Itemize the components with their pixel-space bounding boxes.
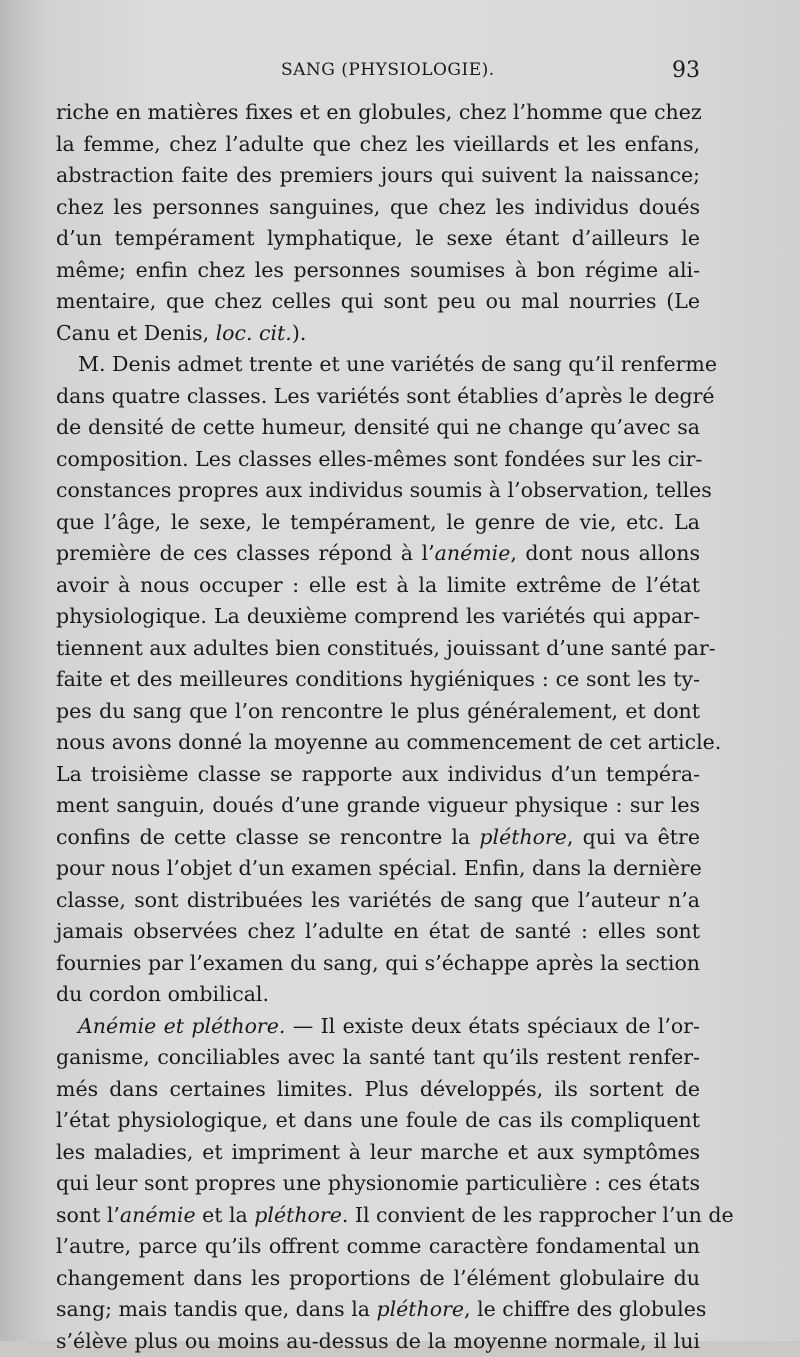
text-line: faite et des meilleures conditions hygiéniques : ce sont les ty-	[56, 664, 700, 696]
running-head: SANG (PHYSIOLOGIE).	[281, 60, 495, 80]
text-line: même; enfin chez les personnes soumises à bon régime ali-	[56, 255, 700, 287]
text-line: du cordon ombilical.	[56, 979, 700, 1011]
text-line: Canu et Denis, loc. cit.).	[56, 318, 700, 350]
text-line: l’autre, parce qu’ils offrent comme caractère fondamental un	[56, 1231, 700, 1263]
text-line: confins de cette classe se rencontre la pléthore, qui va être	[56, 822, 700, 854]
text-line: composition. Les classes elles-mêmes sont fondées sur les cir-	[56, 444, 700, 476]
text-line: M. Denis admet trente et une variétés de sang qu’il renferme	[56, 349, 700, 381]
text-line: La troisième classe se rapporte aux individus d’un tempéra-	[56, 759, 700, 791]
text-line: jamais observées chez l’adulte en état de santé : elles sont	[56, 916, 700, 948]
text-line: de densité de cette humeur, densité qui ne change qu’avec sa	[56, 412, 700, 444]
page-number: 93	[672, 58, 700, 83]
text-line: dans quatre classes. Les variétés sont établies d’après le degré	[56, 381, 700, 413]
text-line: nous avons donné la moyenne au commencement de cet article.	[56, 727, 700, 759]
text-line: fournies par l’examen du sang, qui s’échappe après la section	[56, 948, 700, 980]
body-text	[56, 97, 700, 1357]
text-line: riche en matières fixes et en globules, chez l’homme que chez	[56, 97, 700, 129]
text-line: l’état physiologique, et dans une foule de cas ils compliquent	[56, 1105, 700, 1137]
text-line: constances propres aux individus soumis à l’observation, telles	[56, 475, 700, 507]
text-line: ganisme, conciliables avec la santé tant qu’ils restent renfer-	[56, 1042, 700, 1074]
text-line: sont l’anémie et la pléthore. Il convient de les rapprocher l’un de	[56, 1200, 700, 1232]
text-line: pour nous l’objet d’un examen spécial. Enfin, dans la dernière	[56, 853, 700, 885]
text-line: première de ces classes répond à l’anémie, dont nous allons	[56, 538, 700, 570]
text-line: mentaire, que chez celles qui sont peu ou mal nourries (Le	[56, 286, 700, 318]
text-line: les maladies, et impriment à leur marche et aux symptômes	[56, 1137, 700, 1169]
page-header	[56, 60, 700, 90]
text-line: tiennent aux adultes bien constitués, jouissant d’une santé par-	[56, 633, 700, 665]
text-line: la femme, chez l’adulte que chez les vieillards et les enfans,	[56, 129, 700, 161]
text-line: d’un tempérament lymphatique, le sexe étant d’ailleurs le	[56, 223, 700, 255]
text-line: s’élève plus ou moins au-dessus de la moyenne normale, il lui	[56, 1326, 700, 1357]
text-line: qui leur sont propres une physionomie particulière : ces états	[56, 1168, 700, 1200]
text-line: chez les personnes sanguines, que chez les individus doués	[56, 192, 700, 224]
text-line: sang; mais tandis que, dans la pléthore, le chiffre des globules	[56, 1294, 700, 1326]
text-line: que l’âge, le sexe, le tempérament, le genre de vie, etc. La	[56, 507, 700, 539]
text-line: abstraction faite des premiers jours qui suivent la naissance;	[56, 160, 700, 192]
text-line: Anémie et pléthore. — Il existe deux états spéciaux de l’or-	[56, 1011, 700, 1043]
text-line: physiologique. La deuxième comprend les variétés qui appar-	[56, 601, 700, 633]
text-line: ment sanguin, doués d’une grande vigueur physique : sur les	[56, 790, 700, 822]
text-line: avoir à nous occuper : elle est à la limite extrême de l’état	[56, 570, 700, 602]
text-line: classe, sont distribuées les variétés de sang que l’auteur n’a	[56, 885, 700, 917]
text-line: changement dans les proportions de l’élément globulaire du	[56, 1263, 700, 1295]
text-line: més dans certaines limites. Plus développés, ils sortent de	[56, 1074, 700, 1106]
text-line: pes du sang que l’on rencontre le plus généralement, et dont	[56, 696, 700, 728]
